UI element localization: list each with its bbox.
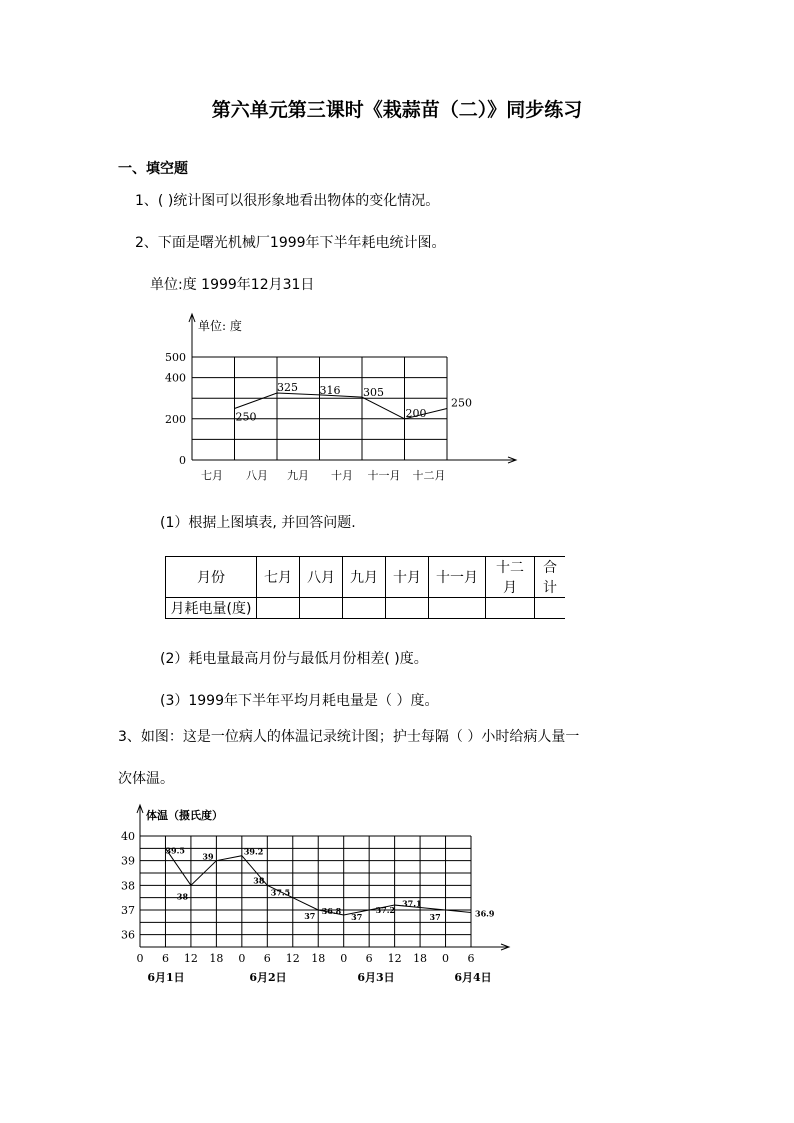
y-tick-label: 40 [121,830,135,843]
data-label: 37 [351,912,363,922]
x-tick-label: 6 [161,952,169,965]
y-tick-label: 39 [121,854,135,868]
x-tick-label: 九月 [287,469,309,482]
table-header-cell: 十月 [386,557,429,598]
x-tick-label: 12 [285,952,300,965]
question-2: 2、下面是曙光机械厂1999年下半年耗电统计图。 [135,235,446,251]
x-tick-label: 6 [263,952,271,965]
question-2-sub-1: (1）根据上图填表, 并回答问题. [160,515,356,531]
data-label: 39.2 [243,846,264,857]
x-tick-label: 6 [365,952,373,965]
table-row-label: 月耗电量(度) [166,598,257,619]
temperature-line-chart [118,800,518,990]
chart2-axes [137,805,509,950]
y-tick-label: 0 [179,454,186,467]
x-tick-label: 0 [136,952,144,965]
data-label: 38 [176,891,189,902]
chart2-labels [121,808,495,984]
question-2-sub-2: (2）耗电量最高月份与最低月份相差( )度。 [160,651,428,667]
x-tick-label: 6 [467,952,475,965]
date-label: 6月1日 [147,971,185,984]
data-label: 37.5 [270,887,291,898]
data-label: 37 [304,911,316,921]
table-header-cell: 十二月 [486,557,535,598]
data-label: 37.2 [375,905,396,916]
table-cell[interactable] [486,598,535,619]
table-header-cell: 月份 [166,557,257,598]
question-3-line-2: 次体温。 [118,771,174,787]
chart1-axes [189,314,516,463]
date-label: 6月4日 [454,971,492,984]
data-label: 250 [235,410,257,424]
data-label: 200 [405,406,427,420]
x-tick-label: 八月 [246,469,268,482]
table-cell[interactable] [343,598,386,619]
page-title: 第六单元第三课时《栽蒜苗（二）》同步练习 [211,99,583,121]
x-tick-label: 十一月 [367,469,401,482]
data-label: 250 [451,396,472,410]
date-label: 6月3日 [357,971,395,984]
data-label: 37.1 [402,898,422,909]
x-tick-label: 0 [442,952,450,965]
x-tick-label: 18 [413,952,428,965]
x-tick-label: 十二月 [412,469,446,482]
y-tick-label: 200 [165,412,186,426]
question-1: 1、( )统计图可以很形象地看出物体的变化情况。 [135,193,440,209]
y-tick-label: 500 [165,351,186,364]
section-heading: 一、填空题 [118,161,188,177]
x-tick-label: 18 [311,952,326,965]
chart1-labels [165,318,472,482]
data-label: 325 [277,381,298,395]
table-cell[interactable] [386,598,429,619]
chart2-grid [140,836,471,947]
table-cell[interactable] [300,598,343,619]
y-tick-label: 37 [121,904,135,917]
x-tick-label: 0 [340,952,348,965]
table-header-cell: 九月 [343,557,386,598]
data-label: 36.9 [475,908,495,919]
table-row [166,598,566,619]
y-tick-label: 36 [121,928,135,942]
fill-table [165,556,565,619]
data-label: 305 [363,386,384,400]
table-cell[interactable] [429,598,486,619]
y-axis-title: 单位: 度 [198,319,242,333]
table-header-cell: 七月 [257,557,300,598]
data-label: 38 [253,875,265,886]
y-tick-label: 400 [165,371,186,385]
data-label: 36.8 [321,905,342,916]
data-label: 39.5 [165,845,185,856]
question-3-line-1: 3、如图：这是一位病人的体温记录统计图；护士每隔（ ）小时给病人量一 [118,729,580,745]
table-header-cell: 十一月 [429,557,486,598]
data-label: 316 [319,383,341,397]
table-header-row [166,557,566,598]
x-tick-label: 12 [183,952,198,965]
data-label: 39 [202,851,214,862]
x-tick-label: 0 [238,952,246,965]
table-cell[interactable] [257,598,300,619]
x-tick-label: 12 [387,952,402,965]
table-cell[interactable] [535,598,566,619]
x-tick-label: 七月 [201,469,223,482]
y-tick-label: 38 [121,879,135,893]
data-label: 37 [429,912,441,922]
y-axis-title: 体温（摄氏度） [146,809,223,822]
table-header-cell: 八月 [300,557,343,598]
table-header-cell: 合计 [535,557,566,598]
question-2-unit: 单位:度 1999年12月31日 [150,277,315,293]
x-tick-label: 十月 [331,469,353,482]
question-2-sub-3: (3）1999年下半年平均月耗电量是（ ）度。 [160,693,439,709]
date-label: 6月2日 [249,971,287,984]
electricity-line-chart [160,310,530,490]
x-tick-label: 18 [209,952,224,965]
